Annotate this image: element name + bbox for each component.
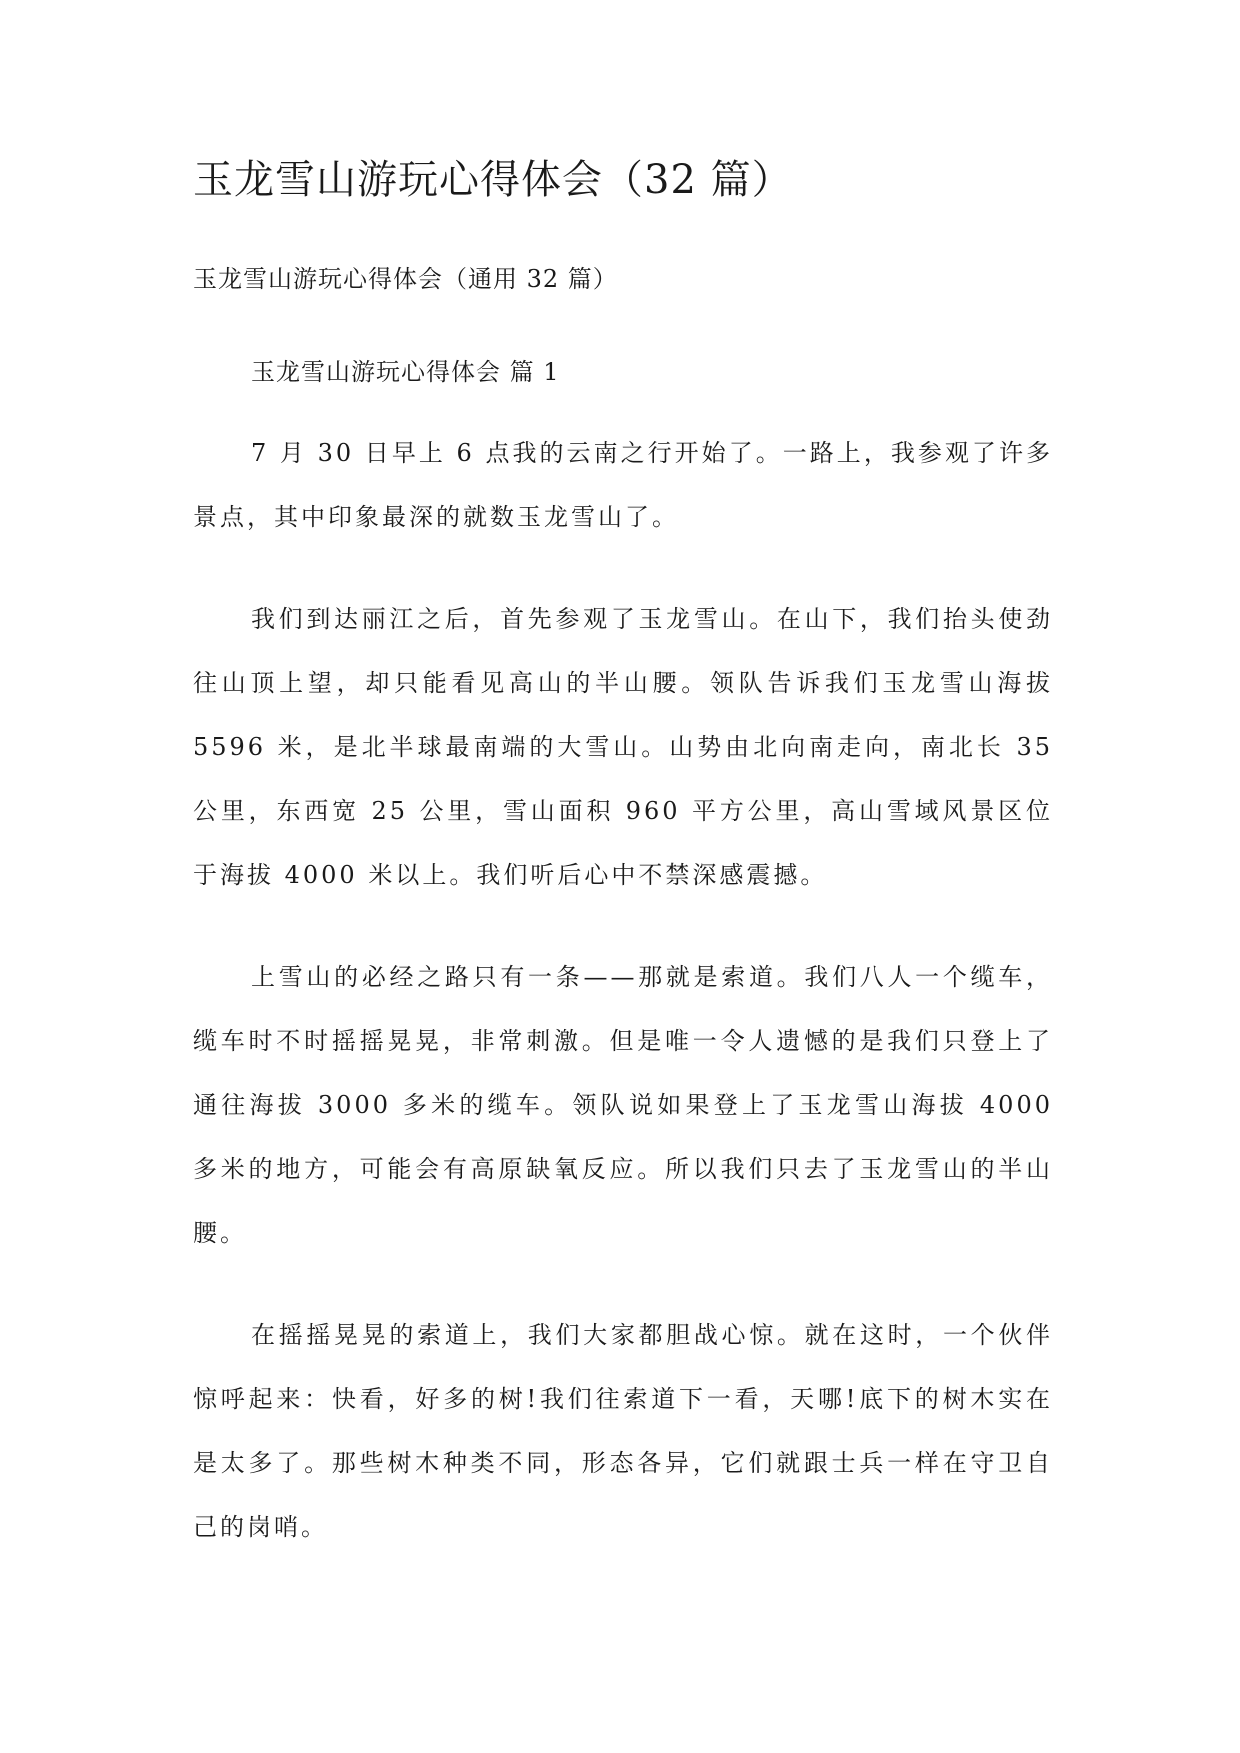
document-page — [193, 150, 1053, 1559]
document-title: 玉龙雪山游玩心得体会（32 篇） — [193, 157, 793, 203]
paragraph-1: 7 月 30 日早上 6 点我的云南之行开始了。一路上，我参观了许多景点，其中印象最深的就数玉龙雪山了。 — [193, 439, 1053, 531]
paragraph-3: 上雪山的必经之路只有一条——那就是索道。我们八人一个缆车，缆车时不时摇摇晃晃，非常刺激。但是唯一令人遗憾的是我们只登上了通往海拔 3000 多米的缆车。领队说如果登上了玉龙雪山海拔 4000 多米的地方，可能会有高原缺氧反应。所以我们只去了玉龙雪山的半山腰。 — [193, 963, 1053, 1247]
section-heading: 玉龙雪山游玩心得体会 篇 1 — [251, 358, 560, 386]
document-subtitle: 玉龙雪山游玩心得体会（通用 32 篇） — [193, 265, 618, 293]
paragraph-4: 在摇摇晃晃的索道上，我们大家都胆战心惊。就在这时，一个伙伴惊呼起来：快看，好多的树!我们往索道下一看，天哪!底下的树木实在是太多了。那些树木种类不同，形态各异，它们就跟士兵一样在守卫自己的岗哨。 — [193, 1321, 1053, 1541]
paragraph-2: 我们到达丽江之后，首先参观了玉龙雪山。在山下，我们抬头使劲往山顶上望，却只能看见高山的半山腰。领队告诉我们玉龙雪山海拔 5596 米，是北半球最南端的大雪山。山势由北向南走向，南北长 35 公里，东西宽 25 公里，雪山面积 960 平方公里，高山雪域风景区位于海拔 4000 米以上。我们听后心中不禁深感震撼。 — [193, 605, 1053, 889]
